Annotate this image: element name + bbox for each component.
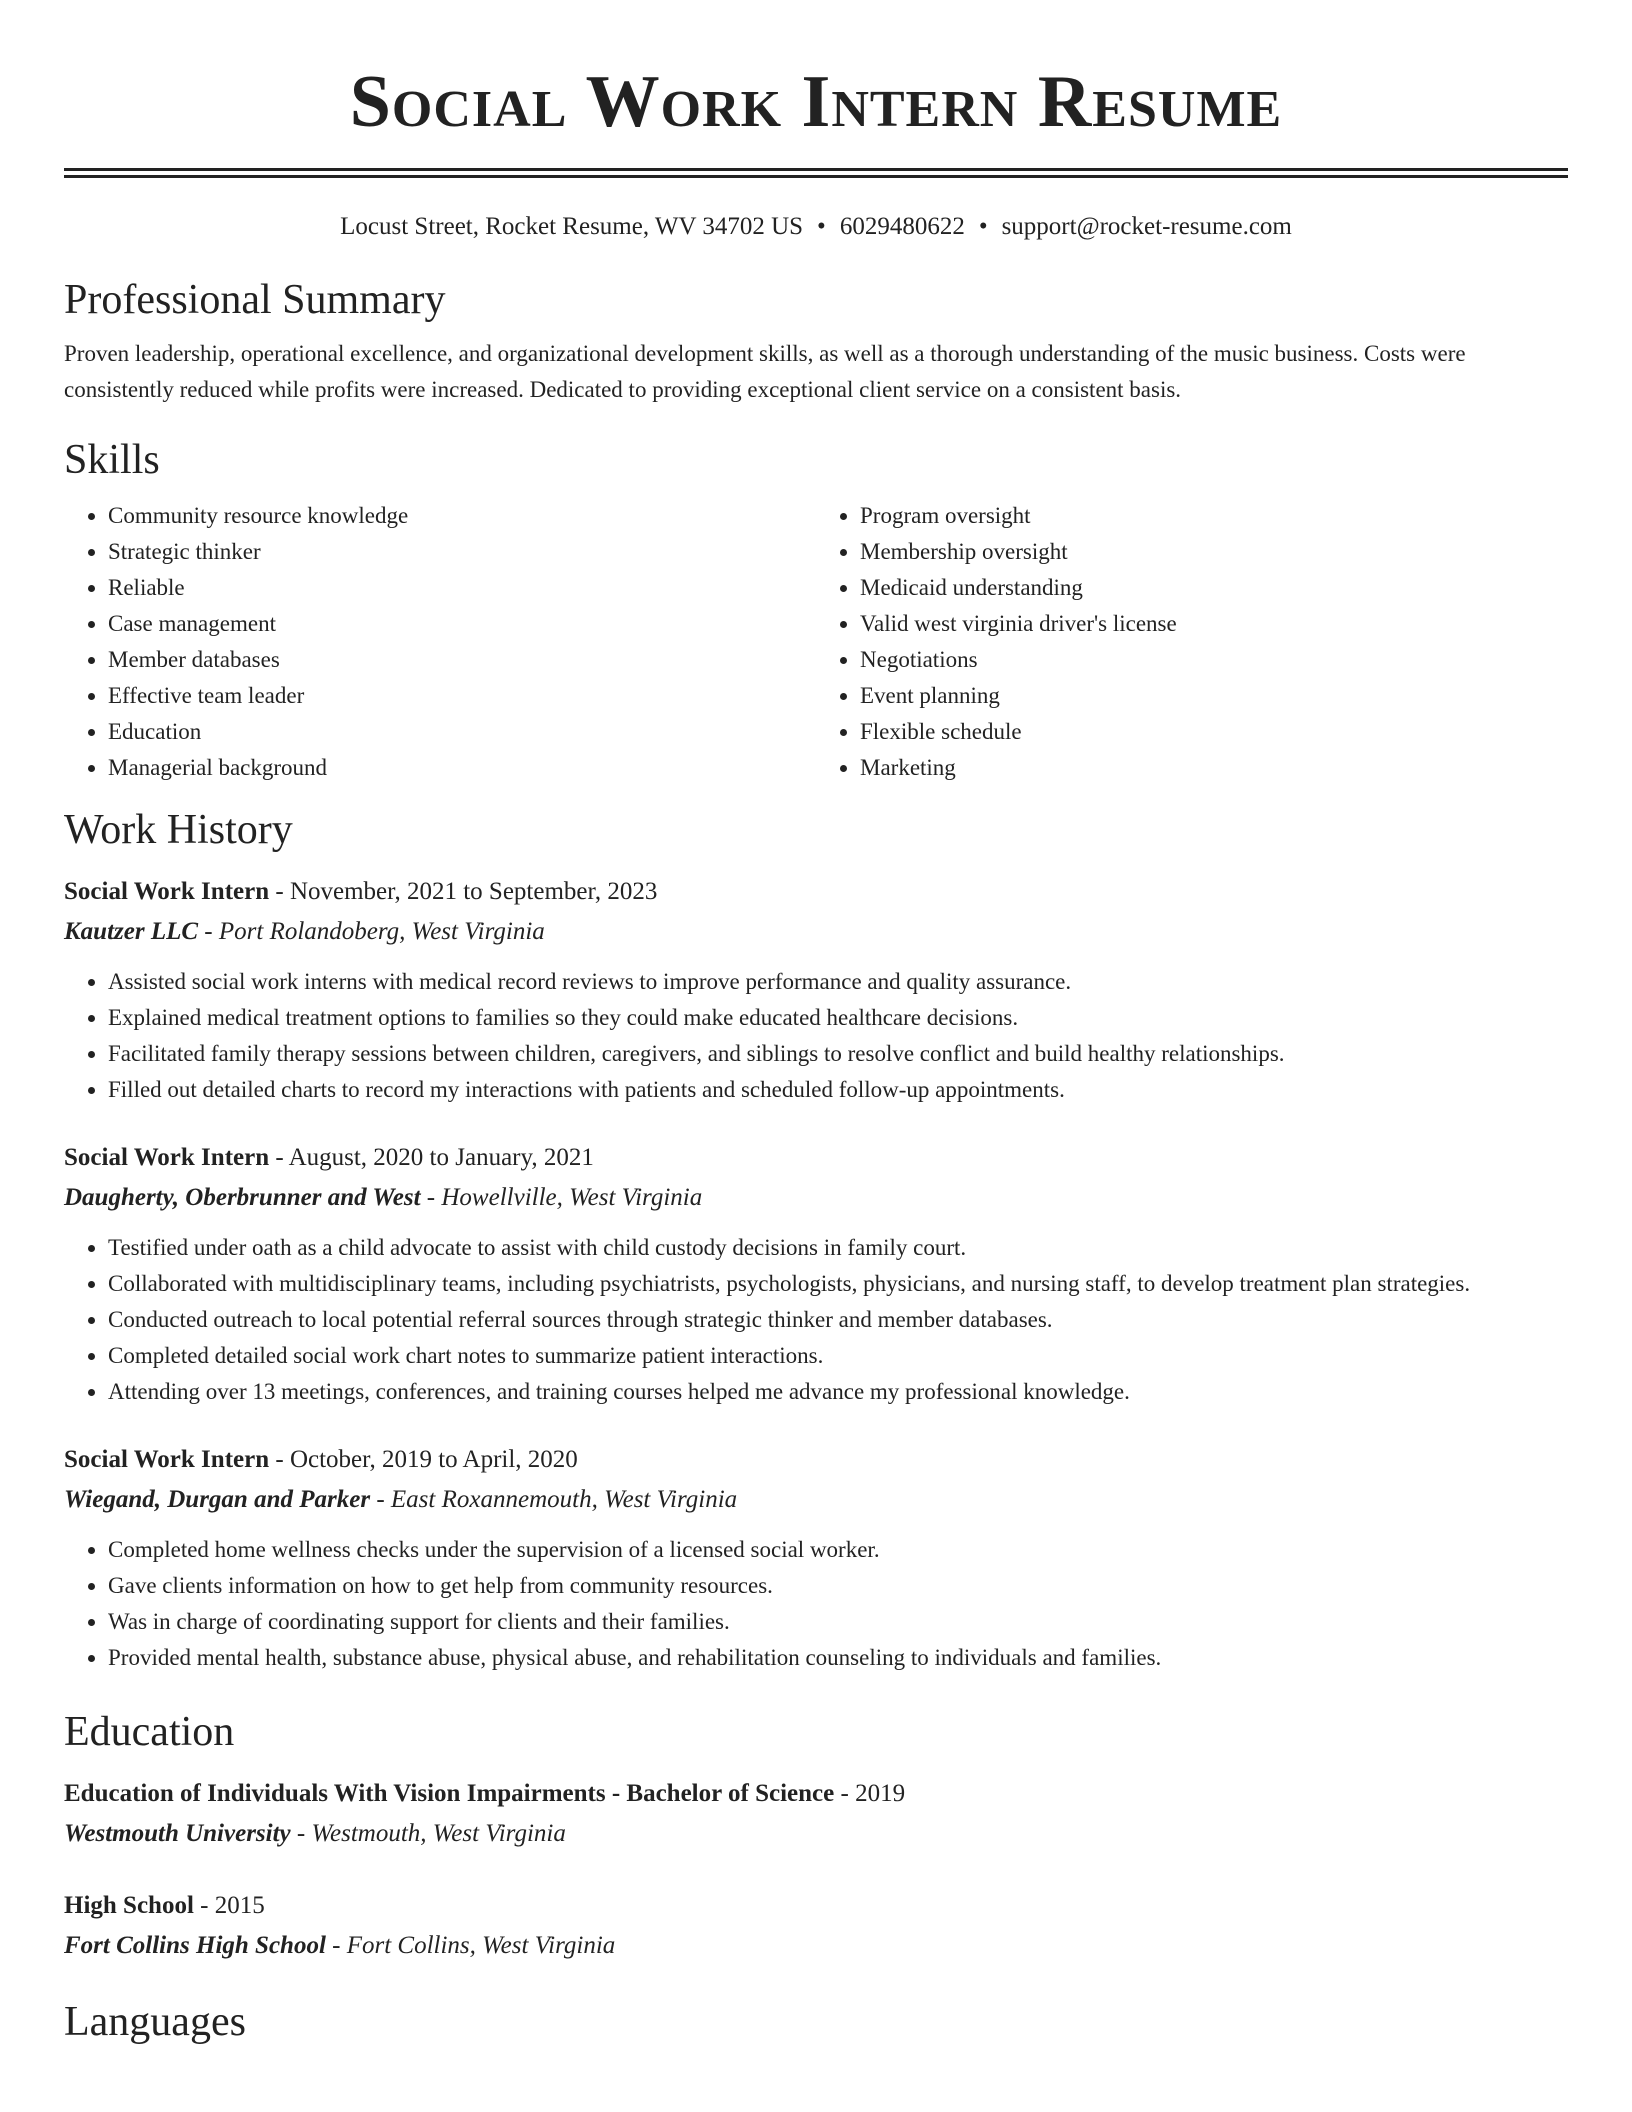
skill-item: • Member databases	[108, 642, 816, 678]
job-location: East Roxannemouth, West Virginia	[390, 1486, 738, 1513]
education-heading: Education	[64, 1709, 235, 1755]
skill-item: • Community resource knowledge	[108, 498, 816, 534]
job-role: Social Work Intern	[64, 878, 270, 905]
skills-list-left	[64, 498, 816, 786]
skill-item: • Effective team leader	[108, 678, 816, 714]
skill-item: • Education	[108, 714, 816, 750]
job-bullet: • Facilitated family therapy sessions between children, caregivers, and siblings to resolve conflict and build healthy relationships.	[108, 1036, 1568, 1072]
job-location: Howellville, West Virginia	[441, 1184, 703, 1211]
job-dates: October, 2019 to April, 2020	[289, 1446, 578, 1473]
education-school: Fort Collins High School	[64, 1932, 326, 1959]
skill-item: • Membership oversight	[860, 534, 1568, 570]
job-title-line: Social Work Intern - November, 2021 to September, 2023	[64, 878, 658, 905]
job-entry	[64, 1442, 1568, 1676]
job-bullets	[64, 964, 1568, 1108]
summary-heading: Professional Summary	[64, 277, 446, 323]
education-entry	[64, 1888, 1568, 1964]
skills-grid	[64, 498, 1568, 786]
job-bullet: • Testified under oath as a child advocate to assist with child custody decisions in family court.	[108, 1230, 1568, 1266]
job-entry	[64, 1140, 1568, 1410]
job-role: Social Work Intern	[64, 1446, 270, 1473]
job-bullet: • Completed home wellness checks under the supervision of a licensed social worker.	[108, 1532, 1568, 1568]
education-degree-line: High School - 2015	[64, 1892, 265, 1919]
education-school: Westmouth University	[64, 1820, 291, 1847]
job-entry	[64, 874, 1568, 1108]
job-bullets	[64, 1230, 1568, 1410]
job-role: Social Work Intern	[64, 1144, 270, 1171]
contact-email: support@rocket-resume.com	[1001, 213, 1292, 240]
job-location: Port Rolandoberg, West Virginia	[218, 918, 545, 945]
job-company-line: Kautzer LLC - Port Rolandoberg, West Virginia	[64, 918, 545, 945]
education-degree: High School	[64, 1892, 194, 1919]
skill-item: • Event planning	[860, 678, 1568, 714]
skills-list-right	[816, 498, 1568, 786]
skill-item: • Case management	[108, 606, 816, 642]
skill-item: • Managerial background	[108, 750, 816, 786]
skill-item: • Valid west virginia driver's license	[860, 606, 1568, 642]
job-bullet: • Was in charge of coordinating support for clients and their families.	[108, 1604, 1568, 1640]
skill-item: • Negotiations	[860, 642, 1568, 678]
education-year: 2015	[214, 1892, 265, 1919]
languages-heading: Languages	[64, 1999, 246, 2045]
contact-address: Locust Street, Rocket Resume, WV 34702 US	[340, 213, 804, 240]
job-company-line: Wiegand, Durgan and Parker - East Roxannemouth, West Virginia	[64, 1486, 738, 1513]
education-school-line: Westmouth University - Westmouth, West Virginia	[64, 1820, 566, 1847]
education-location: Fort Collins, West Virginia	[346, 1932, 616, 1959]
summary-text: Proven leadership, operational excellence, and organizational development skills, as well as a thorough understanding of the music business. Costs were consistently reduced while profits were increased. Dedicated to providing exceptional client service on a consistent basis.	[64, 341, 1466, 402]
job-company: Wiegand, Durgan and Parker	[64, 1486, 371, 1513]
skill-item: • Program oversight	[860, 498, 1568, 534]
skill-item: • Medicaid understanding	[860, 570, 1568, 606]
job-bullet: • Conducted outreach to local potential referral sources through strategic thinker and member databases.	[108, 1302, 1568, 1338]
job-bullets	[64, 1532, 1568, 1676]
resume-title: Social Work Intern Resume	[349, 61, 1283, 143]
job-bullet: • Explained medical treatment options to families so they could make educated healthcare decisions.	[108, 1000, 1568, 1036]
skill-item: • Flexible schedule	[860, 714, 1568, 750]
job-company-line: Daugherty, Oberbrunner and West - Howellville, West Virginia	[64, 1184, 703, 1211]
work-history-heading: Work History	[64, 807, 293, 853]
job-bullet: • Assisted social work interns with medical record reviews to improve performance and quality assurance.	[108, 964, 1568, 1000]
job-title-line: Social Work Intern - August, 2020 to January, 2021	[64, 1144, 594, 1171]
job-bullet: • Gave clients information on how to get help from community resources.	[108, 1568, 1568, 1604]
education-location: Westmouth, West Virginia	[311, 1820, 566, 1847]
job-bullet: • Completed detailed social work chart notes to summarize patient interactions.	[108, 1338, 1568, 1374]
education-school-line: Fort Collins High School - Fort Collins, West Virginia	[64, 1932, 616, 1959]
job-company: Kautzer LLC	[64, 918, 199, 945]
job-dates: November, 2021 to September, 2023	[289, 878, 658, 905]
skill-item: • Marketing	[860, 750, 1568, 786]
skill-item: • Reliable	[108, 570, 816, 606]
education-degree: Education of Individuals With Vision Impairments - Bachelor of Science	[64, 1780, 835, 1807]
education-degree-line: Education of Individuals With Vision Impairments - Bachelor of Science - 2019	[64, 1780, 906, 1807]
title-divider	[64, 168, 1568, 178]
job-title-line: Social Work Intern - October, 2019 to April, 2020	[64, 1446, 578, 1473]
job-company: Daugherty, Oberbrunner and West	[64, 1184, 421, 1211]
job-bullet: • Attending over 13 meetings, conferences, and training courses helped me advance my professional knowledge.	[108, 1374, 1568, 1410]
contact-separator: •	[978, 213, 988, 240]
job-dates: August, 2020 to January, 2021	[288, 1144, 594, 1171]
job-bullet: • Provided mental health, substance abuse, physical abuse, and rehabilitation counseling to individuals and families.	[108, 1640, 1568, 1676]
job-bullet: • Collaborated with multidisciplinary teams, including psychiatrists, psychologists, physicians, and nursing staff, to develop treatment plan strategies.	[108, 1266, 1568, 1302]
skill-item: • Strategic thinker	[108, 534, 816, 570]
job-bullet: • Filled out detailed charts to record my interactions with patients and scheduled follow-up appointments.	[108, 1072, 1568, 1108]
education-year: 2019	[855, 1780, 906, 1807]
contact-phone: 6029480622	[839, 213, 965, 240]
skills-heading: Skills	[64, 437, 160, 483]
contact-separator: •	[817, 213, 826, 240]
contact-line	[64, 210, 1568, 244]
education-entry	[64, 1776, 1568, 1852]
